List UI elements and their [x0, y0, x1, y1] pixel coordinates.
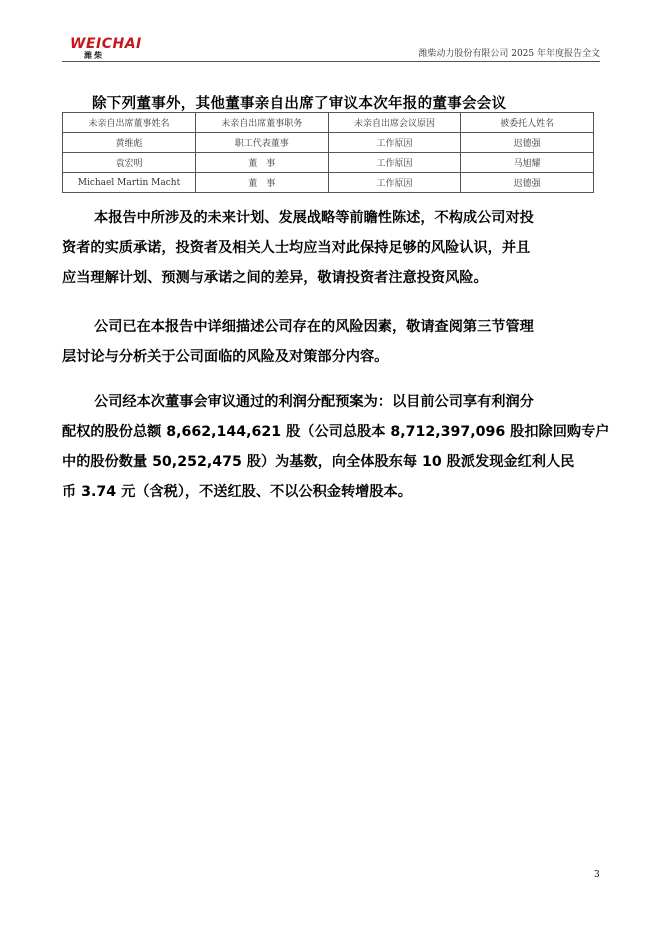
text-line: 应当理解计划、预测与承诺之间的差异，敬请投资者注意投资风险。 — [62, 270, 488, 286]
table-cell: 董 事 — [195, 173, 328, 193]
absent-directors-table — [62, 112, 594, 193]
table-cell: Michael Martin Macht — [63, 173, 196, 193]
table-cell: 董 事 — [195, 153, 328, 173]
column-header: 未亲自出席会议原因 — [328, 113, 461, 133]
text-line: 公司已在本报告中详细描述公司存在的风险因素，敬请查阅第三节管理 — [94, 319, 534, 335]
section-title: 除下列董事外，其他董事亲自出席了审议本次年报的董事会会议 — [92, 96, 507, 112]
page-header — [62, 30, 600, 62]
document-title: 潍柴动力股份有限公司 2025 年年度报告全文 — [418, 49, 600, 59]
table-cell: 工作原因 — [328, 153, 461, 173]
table-cell: 迟德强 — [461, 173, 594, 193]
table-row — [63, 173, 594, 193]
weichai-logo — [70, 36, 140, 60]
table-cell: 工作原因 — [328, 173, 461, 193]
table-row — [63, 133, 594, 153]
forward-looking-statement — [62, 203, 598, 293]
text-line: 资者的实质承诺，投资者及相关人士均应当对此保持足够的风险认识，并且 — [62, 240, 531, 256]
table-header-row — [63, 113, 594, 133]
text-line: 币 3.74 元（含税），不送红股、不以公积金转增股本。 — [62, 484, 412, 500]
header-divider — [62, 61, 600, 62]
logo-subtext: 潍柴 — [84, 51, 104, 60]
risk-factors-statement — [62, 312, 598, 372]
page-number: 3 — [594, 870, 600, 880]
profit-distribution-plan — [62, 387, 610, 507]
text-line: 本报告中所涉及的未来计划、发展战略等前瞻性陈述，不构成公司对投 — [94, 210, 534, 226]
text-line: 中的股份数量 50,252,475 股）为基数，向全体股东每 10 股派发现金红利人民 — [62, 454, 575, 470]
text-line: 配权的股份总额 8,662,144,621 股（公司总股本 8,712,397,096 股扣除回购专户 — [62, 424, 610, 440]
table-cell: 马旭耀 — [461, 153, 594, 173]
logo-text: WEICHAI — [70, 36, 142, 52]
text-line: 层讨论与分析关于公司面临的风险及对策部分内容。 — [62, 349, 389, 365]
table-cell: 职工代表董事 — [195, 133, 328, 153]
column-header: 未亲自出席董事职务 — [195, 113, 328, 133]
table-cell: 袁宏明 — [63, 153, 196, 173]
table-cell: 黄维彪 — [63, 133, 196, 153]
text-line: 公司经本次董事会审议通过的利润分配预案为：以目前公司享有利润分 — [94, 394, 534, 410]
column-header: 被委托人姓名 — [461, 113, 594, 133]
table-cell: 工作原因 — [328, 133, 461, 153]
table-row — [63, 153, 594, 173]
column-header: 未亲自出席董事姓名 — [63, 113, 196, 133]
table-cell: 迟德强 — [461, 133, 594, 153]
